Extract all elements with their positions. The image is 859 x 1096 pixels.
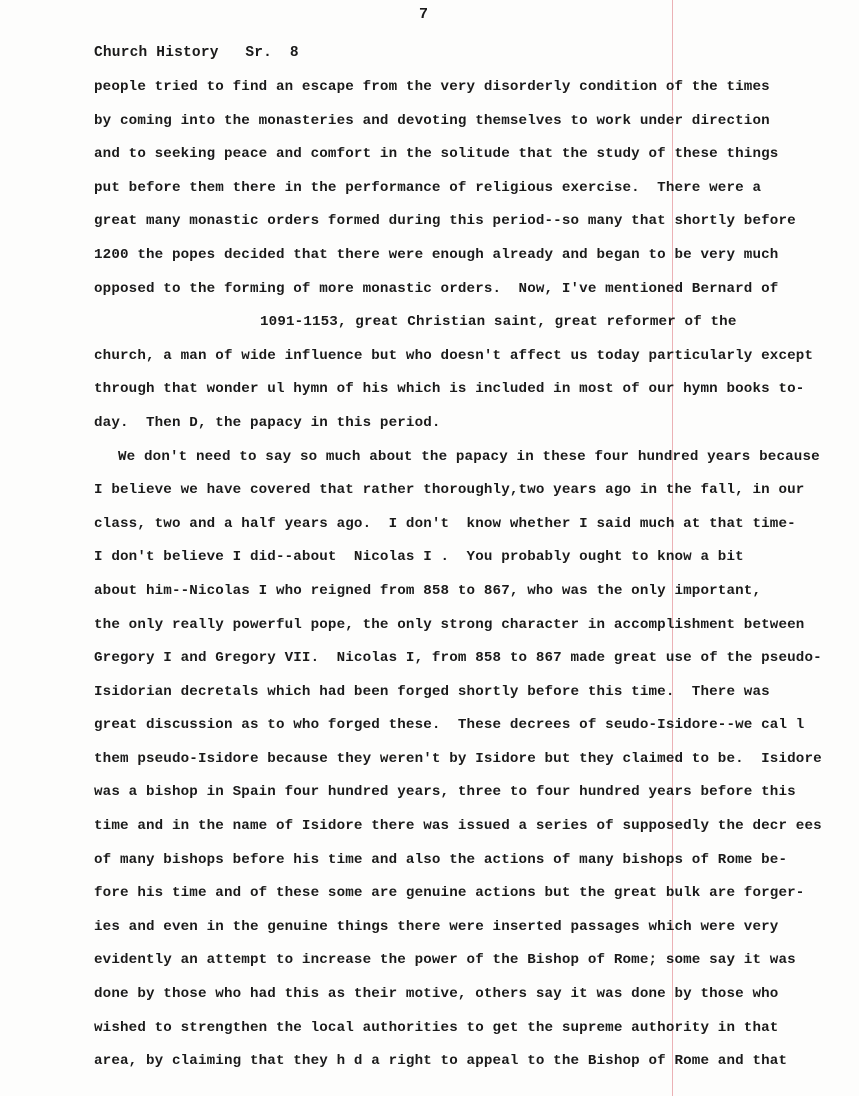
text-line: and to seeking peace and comfort in the solitude that the study of these things [94,146,779,163]
text-line: wished to strengthen the local authorities to get the supreme authority in that [94,1019,779,1036]
text-line: I believe we have covered that rather thoroughly,two years ago in the fall, in our [94,482,805,499]
text-line: them pseudo-Isidore because they weren't by Isidore but they claimed to be. Isidore [94,750,822,767]
text-line: was a bishop in Spain four hundred years, three to four hundred years before this [94,784,796,801]
text-line: Isidorian decretals which had been forged shortly before this time. There was [94,683,770,700]
text-line: of many bishops before his time and also the actions of many bishops of Rome be- [94,851,788,868]
text-line: opposed to the forming of more monastic orders. Now, I've mentioned Bernard of [94,280,779,297]
text-line: through that wonder ul hymn of his which is included in most of our hymn books to- [94,381,805,398]
text-line: class, two and a half years ago. I don't know whether I said much at that time- [94,515,796,532]
text-line: 1091-1153, great Christian saint, great reformer of the [260,314,737,331]
text-line: the only really powerful pope, the only strong character in accomplishment between [94,616,805,633]
body-text [94,71,822,1079]
text-line: fore his time and of these some are genuine actions but the great bulk are forger- [94,885,805,902]
text-line: church, a man of wide influence but who doesn't affect us today particularly except [94,347,814,364]
text-line: 1200 the popes decided that there were enough already and began to be very much [94,246,779,263]
page-number: 7 [419,6,429,23]
text-line: great discussion as to who forged these. These decrees of seudo-Isidore--we cal l [94,717,805,734]
text-line: day. Then D, the papacy in this period. [94,414,441,431]
text-line: time and in the name of Isidore there was issued a series of supposedly the decr ees [94,818,822,835]
text-line: people tried to find an escape from the very disorderly condition of the times [94,79,770,95]
text-line: We don't need to say so much about the papacy in these four hundred years because [118,448,820,465]
text-line: area, by claiming that they h d a right to appeal to the Bishop of Rome and that [94,1053,788,1070]
text-line: great many monastic orders formed during this period--so many that shortly before [94,213,796,230]
text-line: by coming into the monasteries and devoting themselves to work under direction [94,112,770,129]
text-line: Gregory I and Gregory VII. Nicolas I, from 858 to 867 made great use of the pseudo- [94,650,822,667]
text-line: put before them there in the performance of religious exercise. There were a [94,179,762,196]
text-line: about him--Nicolas I who reigned from 858 to 867, who was the only important, [94,582,762,599]
text-line: I don't believe I did--about Nicolas I . You probably ought to know a bit [94,549,744,566]
text-line: done by those who had this as their motive, others say it was done by those who [94,986,779,1003]
text-line: ies and even in the genuine things there were inserted passages which were very [94,918,779,935]
page-header: Church History Sr. 8 [94,45,299,61]
text-line: evidently an attempt to increase the power of the Bishop of Rome; some say it was [94,952,796,969]
